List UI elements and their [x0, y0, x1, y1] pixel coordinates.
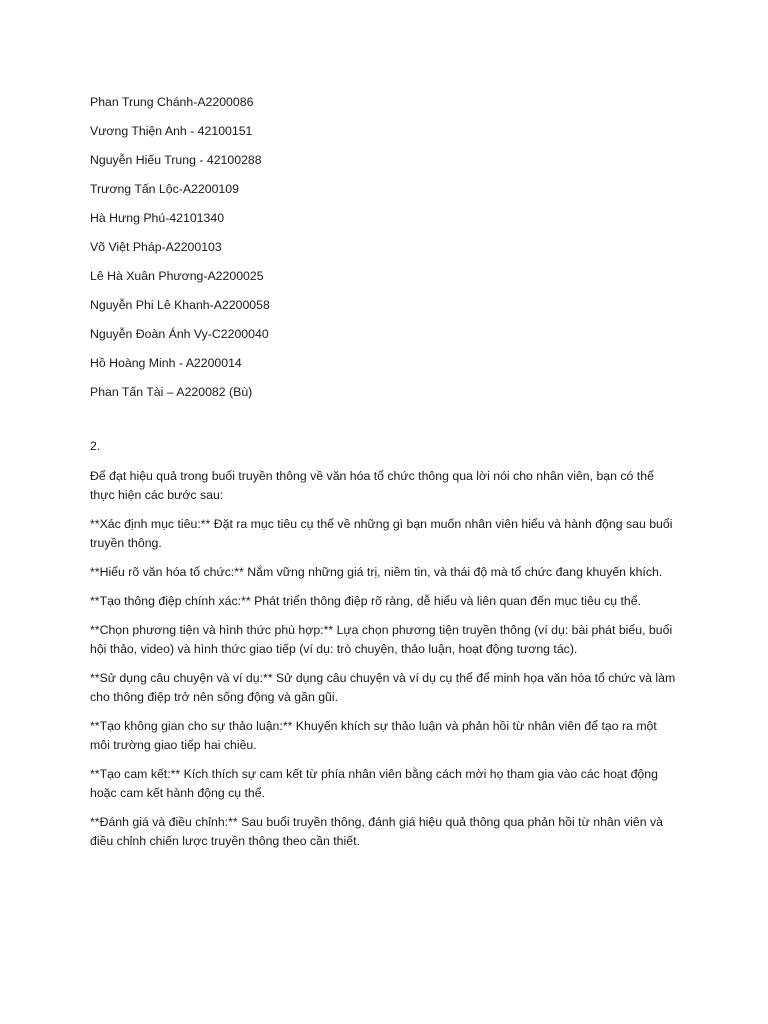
member-name: Trương Tấn Lộc-A2200109 [90, 182, 239, 196]
step-paragraph: **Xác định mục tiêu:** Đặt ra mục tiêu cụ thể về những gì bạn muốn nhân viên hiểu và hành động sau buổi truyền thông. [90, 517, 673, 550]
member-name: Nguyễn Phi Lê Khanh-A2200058 [90, 298, 270, 312]
member-name: Nguyễn Đoàn Ánh Vy-C2200040 [90, 327, 269, 341]
section-number: 2. [90, 439, 101, 453]
section-intro: Để đạt hiệu quả trong buổi truyền thông về văn hóa tổ chức thông qua lời nói cho nhân viên, bạn có thể thực hiện các bước sau: [90, 469, 654, 502]
step-paragraph: **Tạo không gian cho sự thảo luận:** Khuyến khích sự thảo luận và phản hồi từ nhân viên để tạo ra một môi trường giao tiếp hai chiều. [90, 719, 657, 752]
member-name: Lê Hà Xuân Phương-A2200025 [90, 269, 264, 283]
member-name: Nguyễn Hiếu Trung - 42100288 [90, 153, 262, 167]
member-name: Hồ Hoàng Minh - A2200014 [90, 356, 242, 370]
member-name: Vương Thiện Anh - 42100151 [90, 124, 253, 138]
step-paragraph: **Chọn phương tiện và hình thức phù hợp:** Lựa chọn phương tiện truyền thông (ví dụ: bài phát biểu, buổi hội thảo, video) và hình thức giao tiếp (ví dụ: trò chuyện, thảo luận, hoạt động tương tác). [90, 623, 673, 656]
step-paragraph: **Tạo thông điệp chính xác:** Phát triển thông điệp rõ ràng, dễ hiểu và liên quan đến mục tiêu cụ thể. [90, 594, 642, 608]
member-name: Võ Việt Pháp-A2200103 [90, 240, 222, 254]
step-paragraph: **Hiểu rõ văn hóa tổ chức:** Nắm vững những giá trị, niềm tin, và thái độ mà tổ chức đang khuyến khích. [90, 565, 663, 579]
member-name: Phan Tấn Tài – A220082 (Bù) [90, 385, 253, 399]
step-paragraph: **Đánh giá và điều chỉnh:** Sau buổi truyền thông, đánh giá hiệu quả thông qua phản hồi từ nhân viên và điều chỉnh chiến lược truyền thông theo cần thiết. [90, 815, 663, 848]
member-list [90, 94, 688, 400]
step-paragraph: **Tạo cam kết:** Kích thích sự cam kết từ phía nhân viên bằng cách mời họ tham gia vào các hoạt động hoặc cam kết hành động cụ thể. [90, 767, 658, 800]
step-paragraph: **Sử dụng câu chuyện và ví dụ:** Sử dụng câu chuyện và ví dụ cụ thể để minh họa văn hóa tổ chức và làm cho thông điệp trở nên sống động và gần gũi. [90, 671, 676, 704]
member-name: Phan Trung Chánh-A2200086 [90, 95, 254, 109]
member-name: Hà Hưng Phú-42101340 [90, 211, 225, 225]
